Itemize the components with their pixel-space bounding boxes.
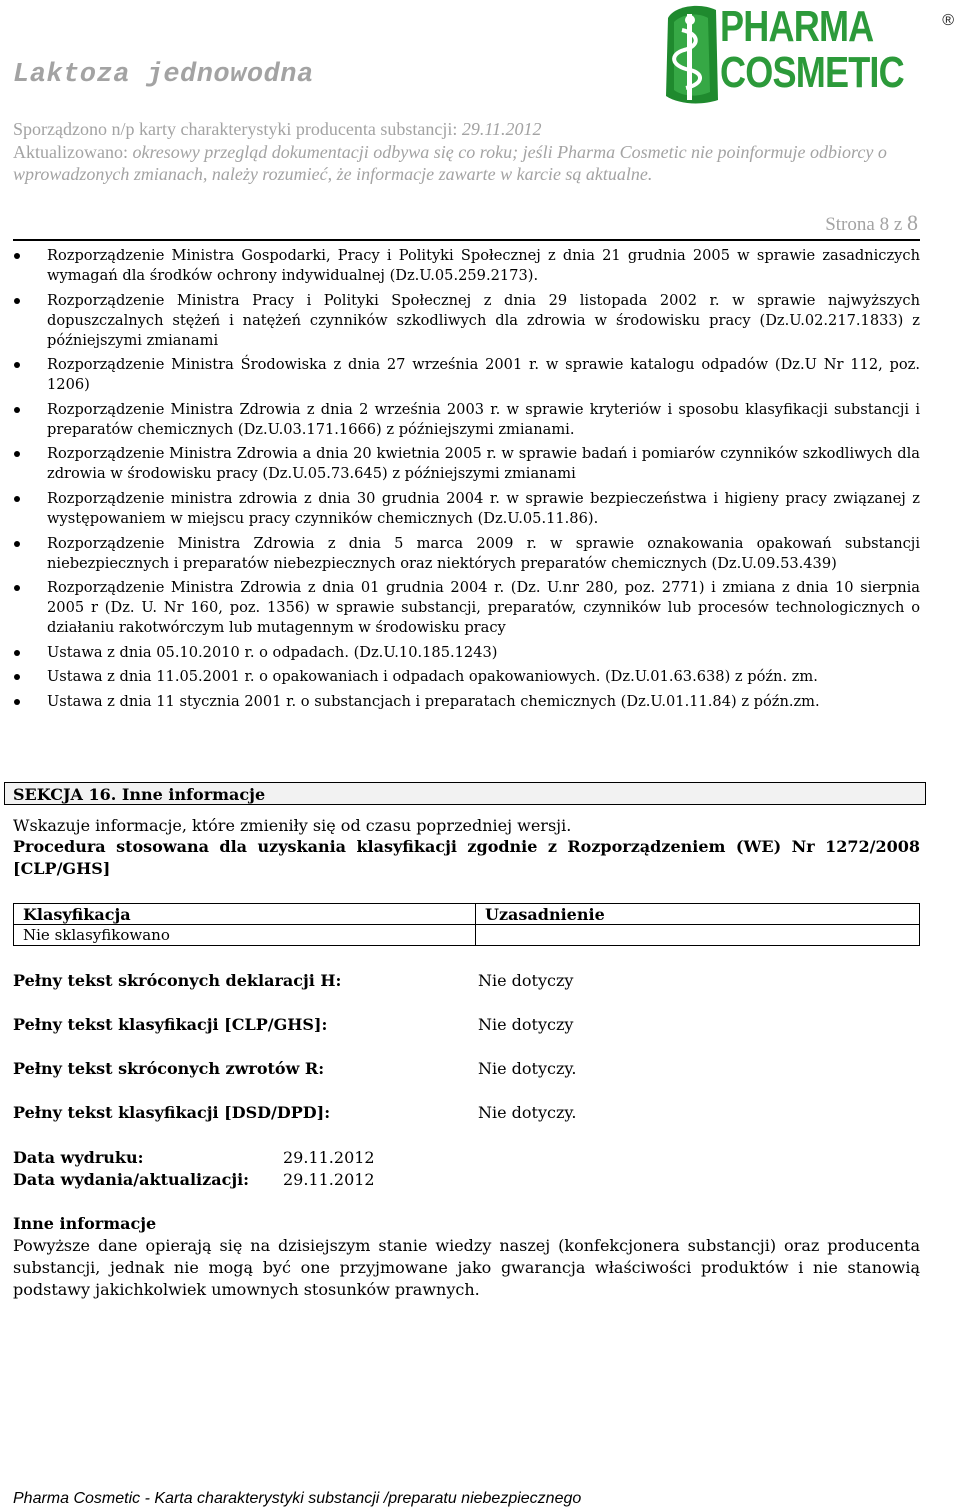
fulltext-row-dsd: [13, 1102, 577, 1124]
col-classification-header: Klasyfikacja: [14, 904, 476, 925]
header-meta: [13, 118, 918, 186]
print-date-value: 29.11.2012: [283, 1148, 375, 1167]
justification-value: [476, 925, 920, 946]
table-row: [14, 925, 920, 946]
prepared-line: [13, 118, 918, 141]
list-item: Ustawa z dnia 11.05.2001 r. o opakowaniach i odpadach opakowaniowych. (Dz.U.01.63.638) z późn. zm.: [13, 667, 920, 687]
list-item: Rozporządzenie Ministra Zdrowia z dnia 01 grudnia 2004 r. (Dz. U.nr 280, poz. 2771) i zmiana z dnia 10 sierpnia 2005 r (Dz. U. Nr 160, poz. 1356) w sprawie substancji, preparatów, czynników lub procesów technologicznych o działaniu rakotwórczym lub mutagennym w środowisku pracy: [13, 578, 920, 638]
fulltext-value: Nie dotyczy.: [478, 1059, 577, 1078]
updated-text: okresowy przegląd dokumentacji odbywa się co roku; jeśli Pharma Cosmetic nie poinformuje odbiorcy o wprowadzonych zmianach, należy rozumieć, że informacje zawarte w karcie są aktualne.: [13, 141, 887, 184]
logo-line-2: COSMETIC: [720, 48, 904, 97]
changes-note: Wskazuje informacje, które zmieniły się od czasu poprzedniej wersji.: [13, 816, 572, 835]
logo-wordmark: [720, 4, 904, 96]
page-current: 8: [879, 214, 890, 235]
prepared-date: 29.11.2012: [461, 119, 542, 139]
procedure-text: Procedura stosowana dla uzyskania klasyfikacji zgodnie z Rozporządzeniem (WE) Nr 1272/2008 [CLP/GHS]: [13, 837, 920, 878]
fulltext-label: Pełny tekst skróconych deklaracji H:: [13, 971, 342, 990]
header-divider: [13, 239, 920, 241]
regulations-list: [13, 246, 920, 717]
fulltext-row-h: [13, 970, 574, 992]
classification-table: [13, 903, 920, 946]
fulltext-label: Pełny tekst skróconych zwrotów R:: [13, 1059, 325, 1078]
other-info-heading: Inne informacje: [13, 1214, 157, 1233]
pharma-cosmetic-logo: [660, 0, 960, 108]
logo-line-1: PHARMA: [720, 2, 874, 51]
table-header-row: [14, 904, 920, 925]
list-item: Rozporządzenie Ministra Środowiska z dnia 27 września 2001 r. w sprawie katalogu odpadów (Dz.U Nr 112, poz. 1206): [13, 355, 920, 395]
fulltext-value: Nie dotyczy.: [478, 1103, 577, 1122]
logo-emblem-icon: [660, 0, 722, 108]
issue-date-label: Data wydania/aktualizacji:: [13, 1170, 250, 1189]
print-date-label: Data wydruku:: [13, 1148, 144, 1167]
registered-mark: ®: [942, 12, 954, 29]
classification-value: Nie sklasyfikowano: [14, 925, 476, 946]
page-footer: Pharma Cosmetic - Karta charakterystyki substancji /preparatu niebezpiecznego: [13, 1490, 582, 1507]
updated-label: Aktualizowano:: [13, 141, 128, 162]
col-justification-header: Uzasadnienie: [476, 904, 920, 925]
list-item: Ustawa z dnia 11 stycznia 2001 r. o substancjach i preparatach chemicznych (Dz.U.01.11.84) z późn.zm.: [13, 692, 920, 712]
fulltext-row-r: [13, 1058, 577, 1080]
fulltext-label: Pełny tekst klasyfikacji [DSD/DPD]:: [13, 1103, 331, 1122]
fulltext-row-clp: [13, 1014, 574, 1036]
issue-date-value: 29.11.2012: [283, 1170, 375, 1189]
fulltext-value: Nie dotyczy: [478, 1015, 574, 1034]
fulltext-value: Nie dotyczy: [478, 971, 574, 990]
other-info-text: Powyższe dane opierają się na dzisiejszym stanie wiedzy naszej (konfekcjonera substancji) oraz producenta substancji, jednak nie mogą być one przyjmowane jako gwarancja właściwości produktów i nie stanowią podstawy jakichkolwiek umownych stosunków prawnych.: [13, 1236, 920, 1299]
list-item: Rozporządzenie Ministra Pracy i Polityki Społecznej z dnia 29 listopada 2002 r. w sprawie najwyższych dopuszczalnych stężeń i natężeń czynników szkodliwych dla zdrowia w środowisku pracy (Dz.U.02.217.1833) z późniejszymi zmianami: [13, 291, 920, 351]
list-item: Rozporządzenie Ministra Zdrowia z dnia 5 marca 2009 r. w sprawie oznakowania opakowań substancji niebezpiecznych i preparatów niebezpiecznych oraz niektórych preparatów chemicznych (Dz.U.09.53.439): [13, 534, 920, 574]
page-number: [825, 210, 918, 236]
fulltext-label: Pełny tekst klasyfikacji [CLP/GHS]:: [13, 1015, 328, 1034]
page-sep: z: [893, 214, 903, 235]
section-16-heading: SEKCJA 16. Inne informacje: [4, 782, 926, 805]
list-item: Ustawa z dnia 05.10.2010 r. o odpadach. (Dz.U.10.185.1243): [13, 643, 920, 663]
prepared-label: Sporządzono n/p karty charakterystyki producenta substancji:: [13, 119, 458, 139]
list-item: Rozporządzenie Ministra Gospodarki, Pracy i Polityki Społecznej z dnia 21 grudnia 2005 w sprawie zasadniczych wymagań dla środków ochrony indywidualnej (Dz.U.05.259.2173).: [13, 246, 920, 286]
list-item: Rozporządzenie ministra zdrowia z dnia 30 grudnia 2004 r. w sprawie bezpieczeństwa i higieny pracy związanej z występowaniem w miejscu pracy czynników chemicznych (Dz.U.05.11.86).: [13, 489, 920, 529]
page-total: 8: [907, 210, 918, 235]
list-item: Rozporządzenie Ministra Zdrowia z dnia 2 września 2003 r. w sprawie kryteriów i sposobu klasyfikacji substancji i preparatów chemicznych (Dz.U.03.171.1666) z późniejszymi zmianami.: [13, 400, 920, 440]
page-label: Strona: [825, 214, 875, 235]
updated-line: [13, 141, 918, 186]
print-date-row: [13, 1147, 375, 1169]
list-item: Rozporządzenie Ministra Zdrowia a dnia 20 kwietnia 2005 r. w sprawie badań i pomiarów czynników szkodliwych dla zdrowia w środowisku pracy (Dz.U.05.73.645) z późniejszymi zmianami: [13, 444, 920, 484]
document-title: Laktoza jednowodna: [13, 60, 314, 90]
issue-date-row: [13, 1169, 375, 1191]
